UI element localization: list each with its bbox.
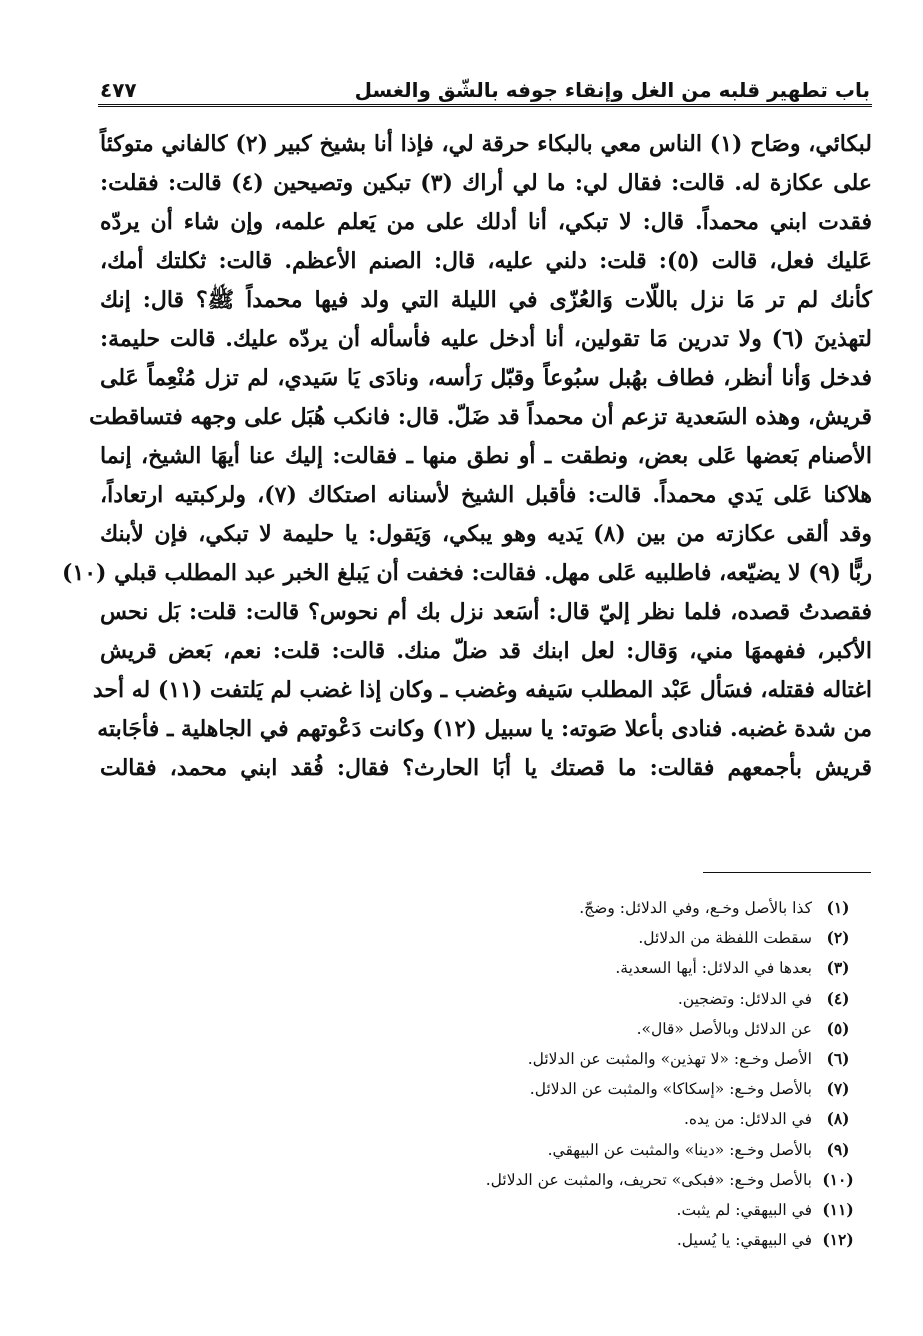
- text-line: من شدة غضبه. فنادى بأعلا صَوته: يا سبيل (١٢) وكانت دَعْوتهم في الجاهلية ـ فأجَابته: [97, 716, 872, 742]
- footnote-number: (١٢): [822, 1230, 854, 1250]
- footnote-text: في الدلائل: من يده.: [684, 1110, 812, 1129]
- page-number: ٤٧٧: [100, 78, 137, 102]
- footnote-number: (١): [826, 898, 850, 917]
- footnote-text: في البيهقي: لم يثبت.: [676, 1200, 812, 1219]
- text-line: الأصنام بَعضها عَلى بعض، ونطقت ـ أو نطق منها ـ فقالت: إليك عنا أيهَا الشيخ، إنما: [100, 443, 872, 469]
- footnote-item: [300, 1014, 858, 1044]
- footnote-item: [300, 1195, 858, 1225]
- footnote-text: الأصل وخـع: «لا تهذين» والمثبت عن الدلائل.: [527, 1049, 812, 1068]
- footnote-text: بعدها في الدلائل: أيها السعدية.: [615, 959, 812, 978]
- footnote-text: بالأصل وخـع: «فبكى» تحريف، والمثبت عن الدلائل.: [485, 1170, 812, 1189]
- text-line: هلاكنا عَلى يَدي محمداً. قالت: فأقبل الشيخ لأسنانه اصتكاك (٧)، ولركبتيه ارتعاداً،: [100, 482, 872, 508]
- footnote-number: (١٠): [822, 1169, 854, 1189]
- text-line: لبكائي، وصَاح (١) الناس معي بالبكاء حرقة لي، فإذا أنا بشيخ كبير (٢) كالفاني متوكئاً: [100, 131, 872, 157]
- text-line: قريش، وهذه السَعدية تزعم أن محمداً قد ضَلّ. قال: فانكب هُبَل على وجهه فتساقطت: [89, 404, 872, 430]
- footnote-number: (٦): [826, 1048, 850, 1068]
- footnote-item: [300, 1135, 858, 1165]
- footnote-number: (٩): [826, 1139, 850, 1159]
- footnote-number: (٧): [826, 1079, 850, 1099]
- footnote-text: كذا بالأصل وخـع، وفي الدلائل: وضجّ.: [579, 899, 812, 917]
- footnote-text: بالأصل وخـع: «دينا» والمثبت عن البيهقي.: [547, 1140, 812, 1159]
- chapter-title: باب تطهير قلبه من الغل وإنقاء جوفه بالشّق والغسل: [354, 78, 870, 102]
- footnote-item: [300, 1044, 858, 1074]
- text-line: على عكازة له. قالت: فقال لي: ما لي أراك (٣) تبكين وتصيحين (٤) قالت: فقلت:: [100, 170, 873, 196]
- footnote-text: في البيهقي: يا يُسيل.: [676, 1231, 812, 1250]
- footnote-item: [300, 923, 858, 953]
- footnote-number: (١١): [822, 1199, 854, 1219]
- footnote-text: سقطت اللفظة من الدلائل.: [638, 929, 812, 948]
- footnote-item: [300, 1225, 858, 1255]
- text-line: كأنك لم تر مَا نزل باللّات وَالعُزّى في الليلة التي ولد فيها محمداً ﷺ؟ قال: إنك: [100, 287, 872, 313]
- text-line: فقدت ابني محمداً. قال: لا تبكي، أنا أدلك على من يَعلم علمه، وإن شاء أن يردّه: [100, 209, 872, 235]
- footnote-number: (٤): [826, 988, 850, 1008]
- footnote-number: (٨): [826, 1109, 850, 1129]
- running-header: [100, 62, 870, 102]
- text-line: فقصدتُ قصده، فلما نظر إليّ قال: أسَعد نزل بك أم نحوس؟ قالت: قلت: بَل نحس: [100, 599, 872, 625]
- footnote-text: عن الدلائل وبالأصل «قال».: [636, 1019, 812, 1038]
- header-divider: [98, 104, 872, 107]
- footnote-divider: [703, 872, 871, 873]
- footnote-text: في الدلائل: وتضجين.: [677, 989, 812, 1008]
- footnote-item: [300, 1165, 858, 1195]
- footnote-item: [300, 893, 858, 923]
- text-line: الأكبر، ففهمهَا مني، وَقال: لعل ابنك قد ضلّ منك. قالت: قلت: نعم، بَعض قريش: [100, 638, 872, 664]
- footnote-number: (٣): [826, 958, 850, 978]
- text-line: وقد ألقى عكازته من بين (٨) يَديه وهو يبكي، وَيَقول: يا حليمة لا تبكي، فإن لأبنك: [100, 521, 872, 547]
- footnote-number: (٥): [826, 1018, 850, 1038]
- text-line: لتهذينَ (٦) ولا تدرين مَا تقولين، أنا أدخل عليه فأسأله أن يردّه عليك. قالت حليمة:: [100, 326, 873, 352]
- text-line: قريش بأجمعهم فقالت: ما قصتك يا أبَا الحارث؟ فقال: فُقد ابني محمد، فقالت: [100, 755, 872, 781]
- footnote-item: [300, 984, 858, 1014]
- footnotes: [300, 893, 858, 1255]
- text-line: اغتاله فقتله، فسَأل عَبْد المطلب سَيفه وغضب ـ وكان إذا غضب لم يَلتفت (١١) له أحد: [92, 677, 872, 703]
- footnote-item: [300, 953, 858, 983]
- text-line: عَليك فعل، قالت (٥): قلت: دلني عليه، قال: الصنم الأعظم. قالت: ثكلتك أمك،: [100, 248, 872, 274]
- text-line: ربًّا (٩) لا يضيّعه، فاطلبيه عَلى مهل. فقالت: فخفت أن يَبلغ الخبر عبد المطلب قبلي (١٠): [61, 560, 872, 586]
- text-line: فدخل وَأنا أنظر، فطاف بهُبل سبُوعاً وقبّل رَأسه، ونادَى يَا سَيدي، لم تزل مُنْعِماً عَلى: [100, 365, 872, 391]
- footnote-item: [300, 1074, 858, 1104]
- footnote-text: بالأصل وخـع: «إسكاكا» والمثبت عن الدلائل.: [529, 1080, 812, 1099]
- footnote-item: [300, 1104, 858, 1134]
- main-text: [61, 125, 873, 788]
- footnote-number: (٢): [826, 928, 850, 948]
